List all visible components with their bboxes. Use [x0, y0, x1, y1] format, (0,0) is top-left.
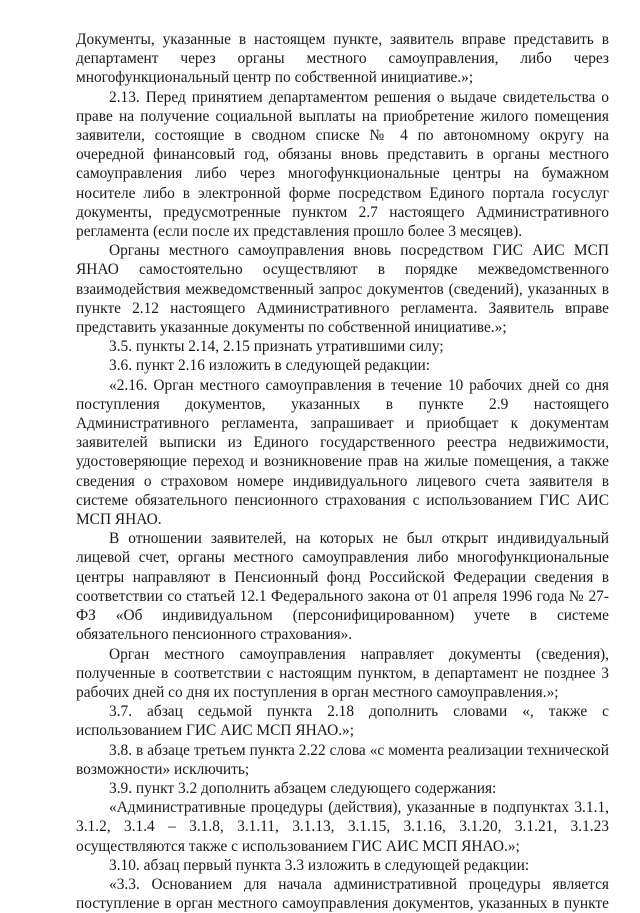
paragraph-3-8: 3.8. в абзаце третьем пункта 2.22 слова «с момента реализации технической возможности» исключить; — [76, 741, 609, 778]
paragraph-pension-fund: В отношении заявителей, на которых не был открыт индивидуальный лицевой счет, органы местного самоуправления либо многофункциональные центры направляют в Пенсионный фонд Российской Федерации сведения в соответствии со статьей 12.1 Федерального закона от 01 апреля 1996 года № 27-ФЗ «Об индивидуальном (персонифицированном) учете в системе обязательного пенсионного страхования». — [76, 530, 609, 644]
paragraph-documents-submission: Документы, указанные в настоящем пункте, заявитель вправе представить в департамент через органы местного самоуправления, либо через многофункциональный центр по собственной инициативе.»; — [76, 31, 609, 87]
paragraph-administrative-procedures: «Административные процедуры (действия), указанные в подпунктах 3.1.1, 3.1.2, 3.1.4 – 3.1.8, 3.1.11, 3.1.13, 3.1.15, 3.1.16, 3.1.20, 3.1.21, 3.1.23 осуществляются также с использованием ГИС АИС МСП ЯНАО.»; — [76, 799, 609, 855]
paragraph-forward-documents: Орган местного самоуправления направляет документы (сведения), полученные в соответствии с настоящим пунктом, в департамент не позднее 3 рабочих дней со дня их поступления в орган местного самоуправления.»; — [76, 645, 609, 701]
paragraph-3-7: 3.7. абзац седьмой пункта 2.18 дополнить словами «, также с использованием ГИС АИС МСП ЯНАО.»; — [76, 703, 609, 740]
paragraph-3-10: 3.10. абзац первый пункта 3.3 изложить в следующей редакции: — [109, 856, 530, 874]
paragraph-3-6: 3.6. пункт 2.16 изложить в следующей редакции: — [109, 357, 430, 375]
paragraph-2-13: 2.13. Перед принятием департаментом решения о выдаче свидетельства о праве на получение социальной выплаты на приобретение жилого помещения заявители, состоящие в сводном списке № 4 по автономному округу на очередной финансовый год, обязаны вновь представить в органы местного самоуправления либо через многофункциональные центры на бумажном носителе либо в электронной форме посредством Единого портала госуслуг документы, предусмотренные пунктом 2.7 настоящего Административного регламента (если после их представления прошло более 3 месяцев). — [76, 88, 609, 241]
paragraph-2-16: «2.16. Орган местного самоуправления в течение 10 рабочих дней со дня поступления документов, указанных в пункте 2.9 настоящего Административного регламента, запрашивает и приобщает к документам заявителей выписки из Единого государственного реестра недвижимости, удостоверяющие переход и возникновение прав на жилые помещения, а также сведения о страховом номере индивидуального лицевого счета заявителя в системе обязательного пенсионного страхования с использованием ГИС АИС МСП ЯНАО. — [76, 376, 609, 529]
paragraph-3-9: 3.9. пункт 3.2 дополнить абзацем следующего содержания: — [109, 779, 497, 797]
paragraph-local-authorities-request: Органы местного самоуправления вновь посредством ГИС АИС МСП ЯНАО самостоятельно осуществляют в порядке межведомственного взаимодействия межведомственный запрос документов (сведений), указанных в пункте 2.12 настоящего Административного регламента. Заявитель вправе представить указанные документы по собственной инициативе.»; — [76, 242, 609, 337]
paragraph-3-5: 3.5. пункты 2.14, 2.15 признать утратившими силу; — [109, 338, 444, 356]
paragraph-3-3: «3.3. Основанием для начала административной процедуры является поступление в орган местного самоуправления документов, указанных в пункте — [76, 875, 609, 913]
document-page — [76, 30, 609, 913]
